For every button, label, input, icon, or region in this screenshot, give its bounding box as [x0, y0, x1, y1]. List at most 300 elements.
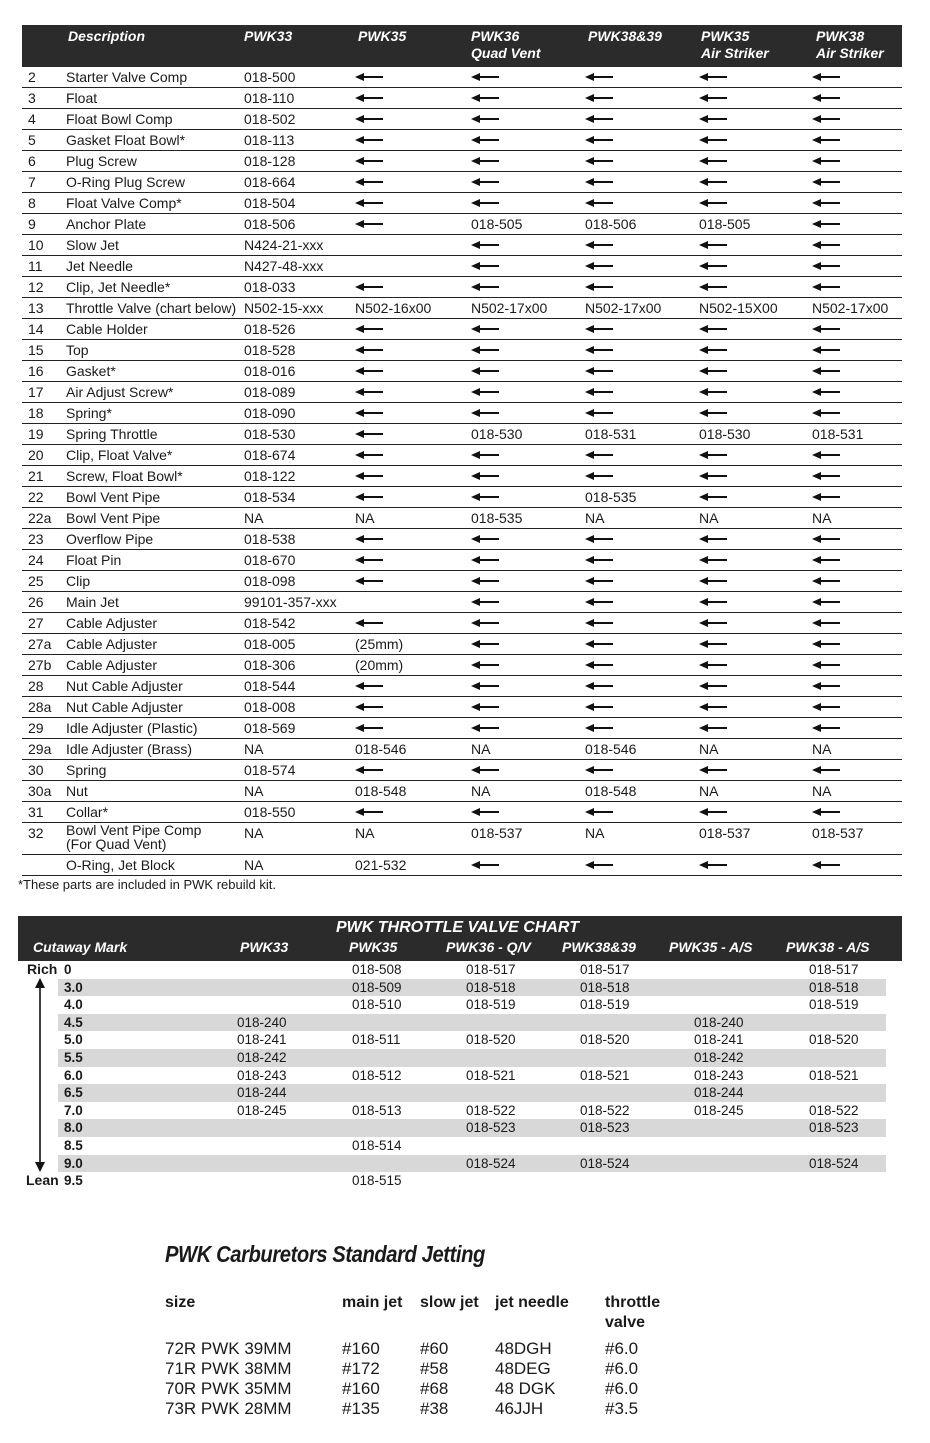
part-cell: 99101-357-xxx — [244, 594, 337, 610]
part-description: Collar* — [66, 804, 109, 820]
part-description: Idle Adjuster (Plastic) — [66, 720, 198, 736]
jetting-title: PWK Carburetors Standard Jetting — [165, 1241, 485, 1267]
part-number: 18 — [28, 405, 44, 421]
part-number: 19 — [28, 426, 44, 442]
throttle-valve-part: 018-520 — [580, 1032, 630, 1048]
part-description: Air Adjust Screw* — [66, 384, 174, 400]
parts-row — [22, 109, 902, 130]
part-cell: 018-110 — [244, 90, 295, 106]
parts-table-body — [22, 67, 902, 876]
throttle-valve-part: 018-244 — [694, 1085, 744, 1101]
jetting-cell: #160 — [342, 1379, 380, 1398]
jetting-header-throttle-valve: throttle valve — [605, 1294, 661, 1331]
part-description: Overflow Pipe — [66, 531, 154, 547]
parts-row — [22, 655, 902, 676]
part-cell: NA — [812, 741, 832, 757]
part-description: Float Valve Comp* — [66, 195, 182, 211]
throttle-valve-part: 018-520 — [809, 1032, 859, 1048]
header-pwk33: PWK33 — [244, 28, 293, 44]
part-description: Spring — [66, 762, 107, 778]
part-number: 24 — [28, 552, 44, 568]
part-description: Anchor Plate — [66, 216, 147, 232]
throttle-chart-title: PWK THROTTLE VALVE CHART — [336, 919, 579, 936]
throttle-valve-part: 018-522 — [580, 1102, 630, 1118]
parts-row — [22, 550, 902, 571]
throttle-valve-part: 018-508 — [352, 962, 402, 977]
throttle-valve-part: 018-244 — [237, 1085, 287, 1101]
part-number: 27a — [28, 636, 52, 652]
part-number: 16 — [28, 363, 44, 379]
jetting-cell: #68 — [420, 1379, 449, 1398]
part-number: 22 — [28, 489, 44, 505]
jetting-cell: 48 DGK — [495, 1379, 556, 1398]
part-description: Clip, Jet Needle* — [66, 279, 171, 295]
cutaway-mark: 0 — [64, 962, 72, 977]
part-number: 26 — [28, 594, 44, 610]
part-cell: 018-505 — [699, 216, 751, 232]
part-number: 30a — [28, 783, 52, 799]
parts-row — [22, 592, 902, 613]
part-number: 3 — [28, 90, 36, 106]
part-number: 28a — [28, 699, 52, 715]
header-description: Description — [68, 28, 146, 44]
part-description: Jet Needle — [66, 258, 133, 274]
part-cell: 018-548 — [585, 783, 637, 799]
throttle-valve-part: 018-517 — [580, 962, 630, 977]
header-tv-pwk36-qv: PWK36 - Q/V — [446, 939, 531, 955]
throttle-valve-part: 018-521 — [580, 1067, 630, 1083]
throttle-valve-part: 018-245 — [694, 1102, 744, 1118]
parts-row — [22, 424, 902, 445]
part-cell: 018-531 — [585, 426, 637, 442]
part-cell: 018-016 — [244, 363, 296, 379]
jetting-cell: 73R PWK 28MM — [165, 1399, 292, 1418]
part-description: Starter Valve Comp — [66, 69, 188, 85]
part-number: 25 — [28, 573, 44, 589]
part-cell: 018-544 — [244, 678, 296, 694]
parts-row — [22, 634, 902, 655]
part-cell: 018-535 — [471, 510, 523, 526]
jetting-header-slow-jet: slow jet — [420, 1294, 479, 1311]
part-description: Clip, Float Valve* — [66, 447, 173, 463]
part-number: 17 — [28, 384, 44, 400]
same-as-left-arrow-icon — [471, 855, 499, 880]
throttle-valve-part: 018-519 — [466, 997, 516, 1013]
header-pwk38-air-striker: PWK38 Air Striker — [816, 28, 884, 61]
throttle-valve-part: 018-512 — [352, 1067, 402, 1083]
part-cell: 018-670 — [244, 552, 296, 568]
jetting-header-size: size — [165, 1294, 196, 1311]
parts-row — [22, 151, 902, 172]
part-cell: 018-548 — [355, 783, 407, 799]
part-number: 7 — [28, 174, 36, 190]
part-cell: 018-538 — [244, 531, 296, 547]
part-description: Bowl Vent Pipe — [66, 510, 161, 526]
cutaway-mark: 7.0 — [64, 1102, 83, 1118]
cutaway-mark: 6.0 — [64, 1067, 83, 1083]
throttle-valve-part: 018-524 — [466, 1155, 516, 1171]
part-cell: 018-122 — [244, 468, 296, 484]
part-number: 13 — [28, 300, 44, 316]
part-cell: NA — [699, 510, 719, 526]
part-number: 32 — [28, 825, 44, 841]
throttle-row — [58, 1049, 886, 1067]
throttle-row — [18, 961, 902, 979]
header-tv-pwk33: PWK33 — [240, 939, 289, 955]
jetting-cell: #172 — [342, 1359, 380, 1378]
part-cell: 018-506 — [244, 216, 296, 232]
part-number: 5 — [28, 132, 36, 148]
part-cell: 018-531 — [812, 426, 864, 442]
parts-row — [22, 130, 902, 151]
part-number: 29a — [28, 741, 52, 757]
throttle-valve-part: 018-514 — [352, 1137, 402, 1153]
lean-label: Lean — [26, 1172, 59, 1188]
part-number: 8 — [28, 195, 36, 211]
parts-row — [22, 529, 902, 550]
part-description: Cable Holder — [66, 321, 148, 337]
jetting-cell: #6.0 — [605, 1359, 639, 1378]
throttle-valve-part: 018-241 — [694, 1032, 744, 1048]
jetting-cell: #6.0 — [605, 1339, 639, 1358]
parts-row — [22, 781, 902, 802]
parts-row — [22, 697, 902, 718]
part-description: Spring Throttle — [66, 426, 158, 442]
part-number: 30 — [28, 762, 44, 778]
throttle-row — [58, 1014, 886, 1032]
parts-table-header — [22, 25, 902, 67]
parts-row — [22, 214, 902, 235]
throttle-valve-part: 018-522 — [466, 1102, 516, 1118]
throttle-valve-part: 018-240 — [237, 1014, 287, 1030]
part-cell: 018-534 — [244, 489, 296, 505]
throttle-valve-part: 018-518 — [466, 979, 516, 995]
part-description: Clip — [66, 573, 91, 589]
throttle-row — [58, 1155, 886, 1173]
throttle-row — [18, 1031, 902, 1049]
jetting-cell: #160 — [342, 1339, 380, 1358]
throttle-chart-header — [18, 916, 902, 961]
part-cell: NA — [244, 857, 264, 873]
part-description: Gasket* — [66, 363, 116, 379]
part-cell: NA — [244, 783, 264, 799]
jetting-cell: 46JJH — [495, 1399, 544, 1418]
part-cell: NA — [244, 510, 264, 526]
throttle-valve-part: 018-240 — [694, 1014, 744, 1030]
throttle-valve-part: 018-518 — [580, 979, 630, 995]
cutaway-mark: 9.0 — [64, 1155, 83, 1171]
part-description: Cable Adjuster — [66, 657, 158, 673]
throttle-valve-part: 018-521 — [466, 1067, 516, 1083]
parts-row — [22, 172, 902, 193]
part-number: 21 — [28, 468, 44, 484]
part-number: 10 — [28, 237, 44, 253]
parts-row — [22, 340, 902, 361]
jetting-row — [0, 1359, 930, 1379]
part-description: Screw, Float Bowl* — [66, 468, 183, 484]
part-description: Slow Jet — [66, 237, 119, 253]
parts-row — [22, 760, 902, 781]
jetting-cell: 70R PWK 35MM — [165, 1379, 292, 1398]
parts-row — [22, 487, 902, 508]
part-description: Nut Cable Adjuster — [66, 678, 183, 694]
part-cell: 018-542 — [244, 615, 296, 631]
part-number: 14 — [28, 321, 44, 337]
parts-row — [22, 676, 902, 697]
throttle-valve-part: 018-524 — [809, 1155, 859, 1171]
part-number: 27 — [28, 615, 44, 631]
parts-row — [22, 298, 902, 319]
part-cell: 018-546 — [585, 741, 637, 757]
part-cell: 018-005 — [244, 636, 296, 652]
cutaway-mark: 5.0 — [64, 1032, 83, 1048]
part-cell: NA — [812, 510, 832, 526]
throttle-valve-part: 018-520 — [466, 1032, 516, 1048]
part-number: 9 — [28, 216, 36, 232]
throttle-valve-part: 018-243 — [694, 1067, 744, 1083]
part-cell: 021-532 — [355, 857, 407, 873]
part-cell: 018-537 — [471, 825, 523, 841]
part-number: 15 — [28, 342, 44, 358]
part-cell: N502-17x00 — [471, 300, 548, 316]
part-number: 2 — [28, 69, 36, 85]
part-cell: NA — [699, 741, 719, 757]
cutaway-mark: 9.5 — [64, 1173, 83, 1189]
jetting-cell: #6.0 — [605, 1379, 639, 1398]
part-cell: 018-526 — [244, 321, 296, 337]
part-description: Top — [66, 342, 89, 358]
jetting-cell: #135 — [342, 1399, 380, 1418]
part-cell: 018-530 — [699, 426, 751, 442]
parts-row — [22, 571, 902, 592]
part-cell: 018-574 — [244, 762, 296, 778]
jetting-cell: #3.5 — [605, 1399, 639, 1418]
cutaway-mark: 4.0 — [64, 997, 83, 1013]
jetting-cell: #60 — [420, 1339, 449, 1358]
part-cell: 018-502 — [244, 111, 296, 127]
part-cell: 018-128 — [244, 153, 296, 169]
same-as-left-arrow-icon — [585, 855, 613, 880]
header-pwk35-air-striker: PWK35 Air Striker — [701, 28, 769, 61]
part-description: Bowl Vent Pipe — [66, 489, 161, 505]
part-cell: 018-008 — [244, 699, 296, 715]
parts-row — [22, 382, 902, 403]
parts-row — [22, 67, 902, 88]
part-cell: 018-504 — [244, 195, 296, 211]
cutaway-mark: 8.0 — [64, 1120, 83, 1136]
parts-row — [22, 88, 902, 109]
part-number: 6 — [28, 153, 36, 169]
part-description: Spring* — [66, 405, 112, 421]
part-cell: 018-530 — [244, 426, 296, 442]
parts-row — [22, 277, 902, 298]
part-description: Plug Screw — [66, 153, 137, 169]
part-number: 4 — [28, 111, 36, 127]
jetting-cell: #58 — [420, 1359, 449, 1378]
part-cell: NA — [585, 825, 605, 841]
throttle-row — [18, 1102, 902, 1120]
part-description: O-Ring Plug Screw — [66, 174, 186, 190]
part-description: Idle Adjuster (Brass) — [66, 741, 193, 757]
part-description: O-Ring, Jet Block — [66, 857, 175, 873]
jetting-row — [0, 1399, 930, 1419]
parts-row — [22, 613, 902, 634]
part-cell: 018-505 — [471, 216, 523, 232]
part-description: Float Bowl Comp — [66, 111, 173, 127]
part-cell: 018-098 — [244, 573, 296, 589]
throttle-valve-part: 018-513 — [352, 1102, 402, 1118]
throttle-row — [58, 1119, 886, 1137]
part-description: Throttle Valve (chart below) — [66, 300, 237, 316]
same-as-left-arrow-icon — [812, 855, 840, 880]
part-description: Gasket Float Bowl* — [66, 132, 186, 148]
parts-row — [22, 739, 902, 760]
part-number: 28 — [28, 678, 44, 694]
part-number: 29 — [28, 720, 44, 736]
part-cell: N427-48-xxx — [244, 258, 324, 274]
header-tv-pwk35: PWK35 — [349, 939, 398, 955]
header-cutaway-mark: Cutaway Mark — [33, 939, 128, 955]
part-description: Main Jet — [66, 594, 119, 610]
jetting-cell: 72R PWK 39MM — [165, 1339, 292, 1358]
throttle-valve-part: 018-515 — [352, 1173, 402, 1189]
throttle-valve-part: 018-242 — [694, 1049, 744, 1065]
parts-table — [22, 25, 902, 876]
part-cell: 018-089 — [244, 384, 296, 400]
parts-row — [22, 235, 902, 256]
part-cell: NA — [812, 783, 832, 799]
part-cell: N502-15-xxx — [244, 300, 324, 316]
part-cell: 018-550 — [244, 804, 296, 820]
throttle-valve-part: 018-241 — [237, 1032, 287, 1048]
part-cell: 018-569 — [244, 720, 296, 736]
parts-row — [22, 466, 902, 487]
throttle-row — [18, 1137, 902, 1155]
jetting-row — [0, 1379, 930, 1399]
part-number: 20 — [28, 447, 44, 463]
part-number: 12 — [28, 279, 44, 295]
part-cell: NA — [585, 510, 605, 526]
part-cell: 018-306 — [244, 657, 296, 673]
part-cell: N502-16x00 — [355, 300, 432, 316]
parts-row — [22, 193, 902, 214]
part-cell: 018-528 — [244, 342, 296, 358]
header-tv-pwk35-as: PWK35 - A/S — [669, 939, 753, 955]
part-number: 11 — [28, 258, 43, 274]
same-as-left-arrow-icon — [699, 855, 727, 880]
header-tv-pwk38-39: PWK38&39 — [562, 939, 636, 955]
throttle-row — [18, 1172, 902, 1190]
part-description: Float Pin — [66, 552, 122, 568]
throttle-row — [18, 1067, 902, 1085]
throttle-valve-part: 018-242 — [237, 1049, 287, 1065]
jetting-cell: 71R PWK 38MM — [165, 1359, 292, 1378]
part-description: Cable Adjuster — [66, 615, 158, 631]
part-cell: NA — [244, 741, 264, 757]
header-tv-pwk38-as: PWK38 - A/S — [786, 939, 870, 955]
throttle-valve-part: 018-523 — [580, 1120, 630, 1136]
part-description: Nut — [66, 783, 88, 799]
throttle-valve-part: 018-518 — [809, 979, 859, 995]
throttle-valve-part: 018-510 — [352, 997, 402, 1013]
part-cell: 018-530 — [471, 426, 523, 442]
part-cell: (25mm) — [355, 636, 404, 652]
part-cell: N424-21-xxx — [244, 237, 324, 253]
header-pwk36-quad-vent: PWK36 Quad Vent — [471, 28, 541, 61]
throttle-valve-part: 018-523 — [809, 1120, 859, 1136]
throttle-valve-part: 018-509 — [352, 979, 402, 995]
part-description: Bowl Vent Pipe Comp (For Quad Vent) — [66, 822, 202, 852]
throttle-valve-part: 018-517 — [466, 962, 516, 977]
header-pwk38-39: PWK38&39 — [588, 28, 662, 44]
parts-row — [22, 256, 902, 277]
throttle-row — [58, 1084, 886, 1102]
part-cell: 018-537 — [699, 825, 751, 841]
part-description: Nut Cable Adjuster — [66, 699, 183, 715]
jetting-cell: 48DGH — [495, 1339, 552, 1358]
parts-row — [22, 508, 902, 529]
throttle-valve-part: 018-521 — [809, 1067, 859, 1083]
part-number: 23 — [28, 531, 44, 547]
jetting-header-main-jet: main jet — [342, 1294, 403, 1311]
parts-row — [22, 445, 902, 466]
throttle-valve-chart — [18, 916, 902, 1190]
part-cell: 018-664 — [244, 174, 296, 190]
parts-row — [22, 802, 902, 823]
part-cell: N502-17x00 — [812, 300, 889, 316]
part-cell: 018-546 — [355, 741, 407, 757]
parts-row — [22, 823, 902, 855]
parts-row — [22, 403, 902, 424]
part-description: Float — [66, 90, 98, 106]
parts-row — [22, 855, 902, 876]
part-cell: N502-15X00 — [699, 300, 778, 316]
part-cell: 018-674 — [244, 447, 296, 463]
part-number: 31 — [28, 804, 44, 820]
part-cell: NA — [244, 825, 264, 841]
rebuild-kit-footnote: *These parts are included in PWK rebuild kit. — [18, 877, 276, 892]
throttle-row — [18, 996, 902, 1014]
rich-lean-arrow-icon — [34, 978, 46, 1172]
throttle-valve-part: 018-522 — [809, 1102, 859, 1118]
parts-row — [22, 319, 902, 340]
throttle-valve-part: 018-245 — [237, 1102, 287, 1118]
cutaway-mark: 6.5 — [64, 1085, 83, 1101]
jetting-header-jet-needle: jet needle — [495, 1294, 569, 1311]
throttle-valve-part: 018-511 — [352, 1032, 401, 1048]
part-cell: 018-113 — [244, 132, 295, 148]
part-cell: 018-506 — [585, 216, 637, 232]
cutaway-mark: 4.5 — [64, 1014, 83, 1030]
rich-label: Rich — [27, 961, 58, 977]
throttle-row — [58, 979, 886, 997]
part-cell: N502-17x00 — [585, 300, 662, 316]
part-cell: NA — [355, 825, 375, 841]
part-cell: 018-090 — [244, 405, 296, 421]
part-cell: NA — [471, 741, 491, 757]
throttle-valve-part: 018-517 — [809, 962, 859, 977]
jetting-cell: #38 — [420, 1399, 449, 1418]
cutaway-mark: 3.0 — [64, 979, 83, 995]
parts-row — [22, 718, 902, 739]
part-cell: NA — [699, 783, 719, 799]
throttle-valve-part: 018-519 — [580, 997, 630, 1013]
parts-row — [22, 361, 902, 382]
part-description: Cable Adjuster — [66, 636, 158, 652]
part-cell: NA — [355, 510, 375, 526]
throttle-valve-part: 018-519 — [809, 997, 859, 1013]
part-cell: 018-033 — [244, 279, 296, 295]
